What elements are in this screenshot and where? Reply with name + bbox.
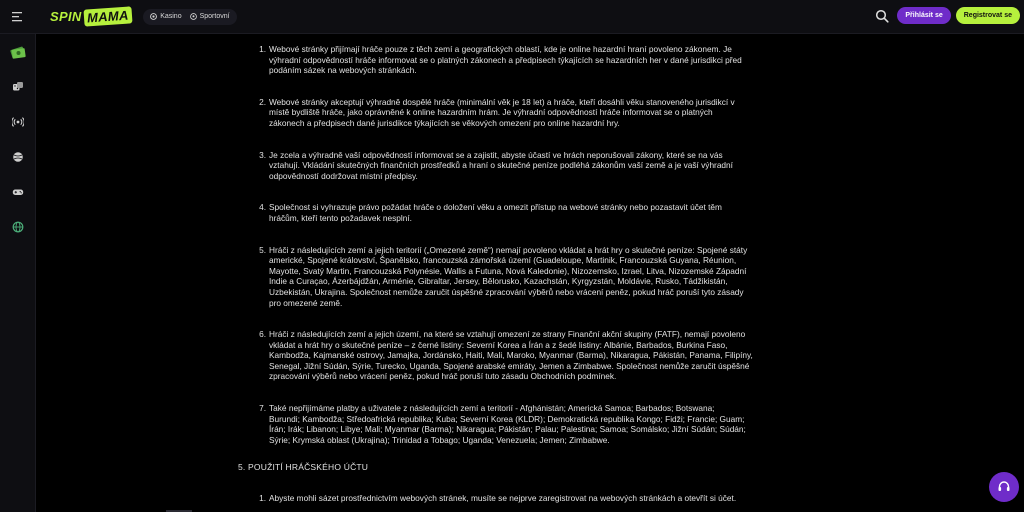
list-item: 2. Webové stránky akceptují výhradně dospělé hráče (minimální věk je 18 let) a hráče, kteří dosáhli věku stanoveného jurisdikcí v místě bydliště hráče, jako oprávněné k online hazardním hrám. Je výhradní odpovědností hráče informovat se o platných zákonech a předpisech dané jurisdikce týkajících se věkových omezení pro online hazardní hry.: [259, 96, 735, 128]
headset-icon: [997, 480, 1011, 494]
sidebar-item-esports[interactable]: [0, 209, 36, 244]
terms-section-4: [238, 44, 838, 445]
sports-ball-icon: [12, 151, 24, 163]
casino-chip-icon: [150, 13, 157, 20]
live-broadcast-icon: [12, 116, 24, 128]
list-item: 5. Hráči z následujících zemí a jejich teritorií („Omezené země“) nemají povoleno vkládat a hrát hry o skutečné peníze: Spojené státy americké, Spojené království, Španělsko, francouzská zámořská území (Guadeloupe, Martinik, Francouzská Guyana, Réunion, Mayotte, Svatý Martin, Francouzská Polynésie, Wallis a Futuna, Nová Kaledonie), Nizozemsko, Izrael, Litva, Nizozemské Západní Indie a Curaçao, Ázerbájdžán, Arménie, Gibraltar, Jersey, Bělorusko, Kazachstán, Kyrgyzstán, Moldávie, Rusko, Tádžikistán, Uzbekistán, Ukrajina. Společnost nemůže zaručit úspěšné zpracování výběrů nebo vrácení peněz, pokud hráč poruší tyto zásady pro omezené země.: [259, 244, 748, 308]
search-icon[interactable]: [875, 9, 889, 23]
section-title: 5. POUŽITÍ HRÁČSKÉHO ÚČTU: [238, 462, 369, 472]
list-item: 4. Společnost si vyhrazuje právo požádat hráče o doložení věku a omezit přístup na webové stránky nebo pozastavit účet těm hráčům, kteří tento požadavek nesplní.: [259, 202, 722, 223]
terms-section-5: [238, 493, 838, 504]
nav-sports[interactable]: Sportovní: [186, 10, 234, 24]
terms-content: [36, 34, 1024, 512]
list-item: 3. Je zcela a výhradně vaší odpovědností informovat se a zajistit, abyste účastí ve hrách neporušovali zákony, které se na vás vztahují. Vkládání skutečných finančních prostředků a hraní o skutečné peníze podléhá zákonům vaší země a je vaší výhradní odpovědností dodržovat místní předpisy.: [259, 149, 733, 181]
register-button[interactable]: Registrovat se: [956, 7, 1020, 24]
product-switcher: [143, 9, 236, 25]
sidebar-item-games[interactable]: [0, 174, 36, 209]
sidebar-item-promotions[interactable]: [0, 34, 36, 69]
list-item: 7. Také nepřijímáme platby a uživatele z následujících zemí a teritorií - Afghánistán; Americká Samoa; Barbados; Botswana; Burundi; Kambodža; Středoafrická republika; Kuba; Severní Korea (KLDR); Demokratická republika Kongo; Fidži; Francie; Guam; Írán; Irák; Libanon; Libye; Mali; Myanmar (Barma); Nikaragua; Pákistán; Palau; Palestina; Samoa; Somálsko; Jižní Súdán; Súdán; Sýrie; Krymská oblast (Ukrajina); Trinidad a Tobago; Uganda; Venezuela; Jemen; Zimbabwe.: [259, 403, 746, 445]
menu-toggle-button[interactable]: [0, 0, 36, 34]
globe-icon: [12, 221, 24, 233]
sidebar-item-casino[interactable]: [0, 69, 36, 104]
list-item: 6. Hráči z následujících zemí a jejich území, na které se vztahují omezení ze strany Finanční akční skupiny (FATF), nemají povoleno vkládat a hrát hry o skutečné peníze – z černé listiny: Severní Korea a Írán a z šedé listiny: Albánie, Barbados, Burkina Faso, Kambodža, Kajmanské ostrovy, Jamajka, Jordánsko, Haiti, Mali, Maroko, Myanmar (Barma), Nikaragua, Pákistán, Panama, Filipíny, Senegal, Jižní Súdán, Sýrie, Turecko, Uganda, Spojené arabské emiráty, Jemen a Zimbabwe. Společnost nemůže zaručit úspěšné zpracování výběrů nebo vrácení peněz, pokud hráč poruší tuto zásadu Obchodních podmínek.: [259, 329, 753, 382]
sidebar: [0, 34, 36, 512]
promo-cash-icon: [9, 43, 27, 61]
list-item: 1. Webové stránky přijímají hráče pouze z těch zemí a geografických oblastí, kde je online hazardní hraní povoleno zákonem. Je výhradní odpovědností hráče informovat se o platných zákonech a předpisech týkajících se hazardních her v dané jurisdikci před podáním sázek na webových stránkách.: [259, 44, 742, 76]
gamepad-icon: [12, 186, 24, 198]
list-item: 1. Abyste mohli sázet prostřednictvím webových stránek, musíte se nejprve zaregistrovat na webových stránkách a otevřít si účet.: [259, 493, 737, 503]
support-chat-button[interactable]: [989, 472, 1019, 502]
login-button[interactable]: Přihlásit se: [897, 7, 950, 24]
terms-list: [238, 44, 838, 445]
sidebar-item-sports[interactable]: [0, 139, 36, 174]
nav-casino[interactable]: Kasino: [146, 10, 185, 24]
hamburger-icon: [12, 12, 24, 22]
dice-icon: [12, 81, 24, 93]
top-navigation-bar: [0, 0, 1024, 34]
sidebar-item-live[interactable]: [0, 104, 36, 139]
spinmama-logo[interactable]: SPIN MAMA: [50, 7, 131, 27]
soccer-ball-icon: [190, 13, 197, 20]
